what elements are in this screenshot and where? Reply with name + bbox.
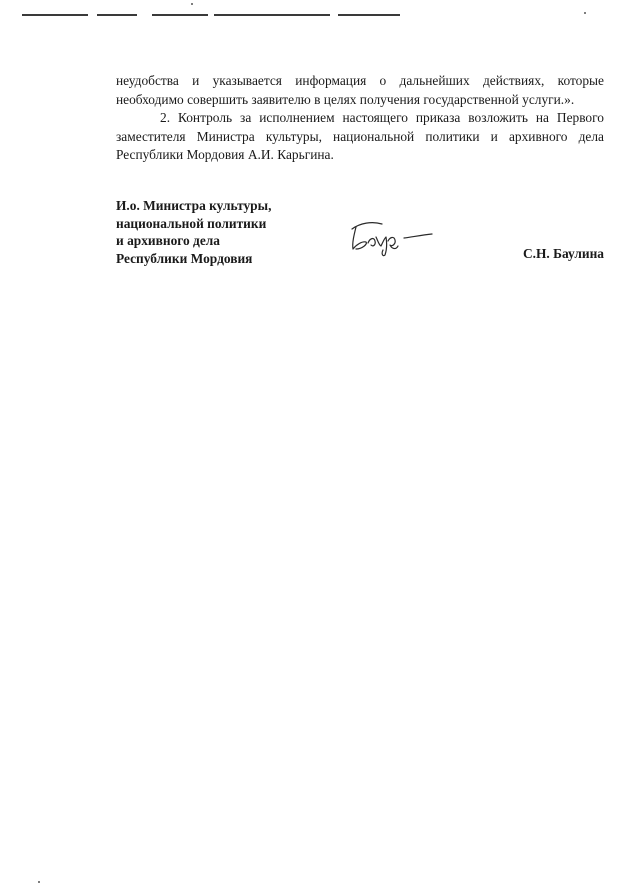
paragraph-item-2: 2. Контроль за исполнением настоящего приказа возложить на Первого заместителя Министра культуры, национальной политики и архивного дела Республики Мордовия А.И. Карьгина. [116,110,604,162]
scan-header-artifacts [0,0,640,24]
scan-artifact-line [338,14,400,16]
signature-block [116,197,604,267]
body-line: необходимо совершить заявителю в целях получения государственной услуги.». [116,91,575,107]
scan-artifact-line [152,14,208,16]
document-body [116,72,604,165]
signer-title-line: и архивного дела [116,233,220,248]
scan-artifact-line [214,14,330,16]
signer-title-line: Республики Мордовия [116,250,253,266]
scan-artifact-dot [38,881,40,883]
body-line: неудобства и указывается информация о дальнейших действиях, которые [116,73,604,88]
scan-artifact-line [22,14,88,16]
scan-artifact-dot [584,12,586,14]
signer-title-line: И.о. Министра культуры, [116,198,272,213]
handwritten-signature [346,215,436,257]
scan-artifact-dot [191,3,193,5]
scan-artifact-line [97,14,137,16]
signer-name: С.Н. Баулина [523,246,604,261]
signer-title [116,197,271,267]
signer-title-line: национальной политики [116,215,267,231]
